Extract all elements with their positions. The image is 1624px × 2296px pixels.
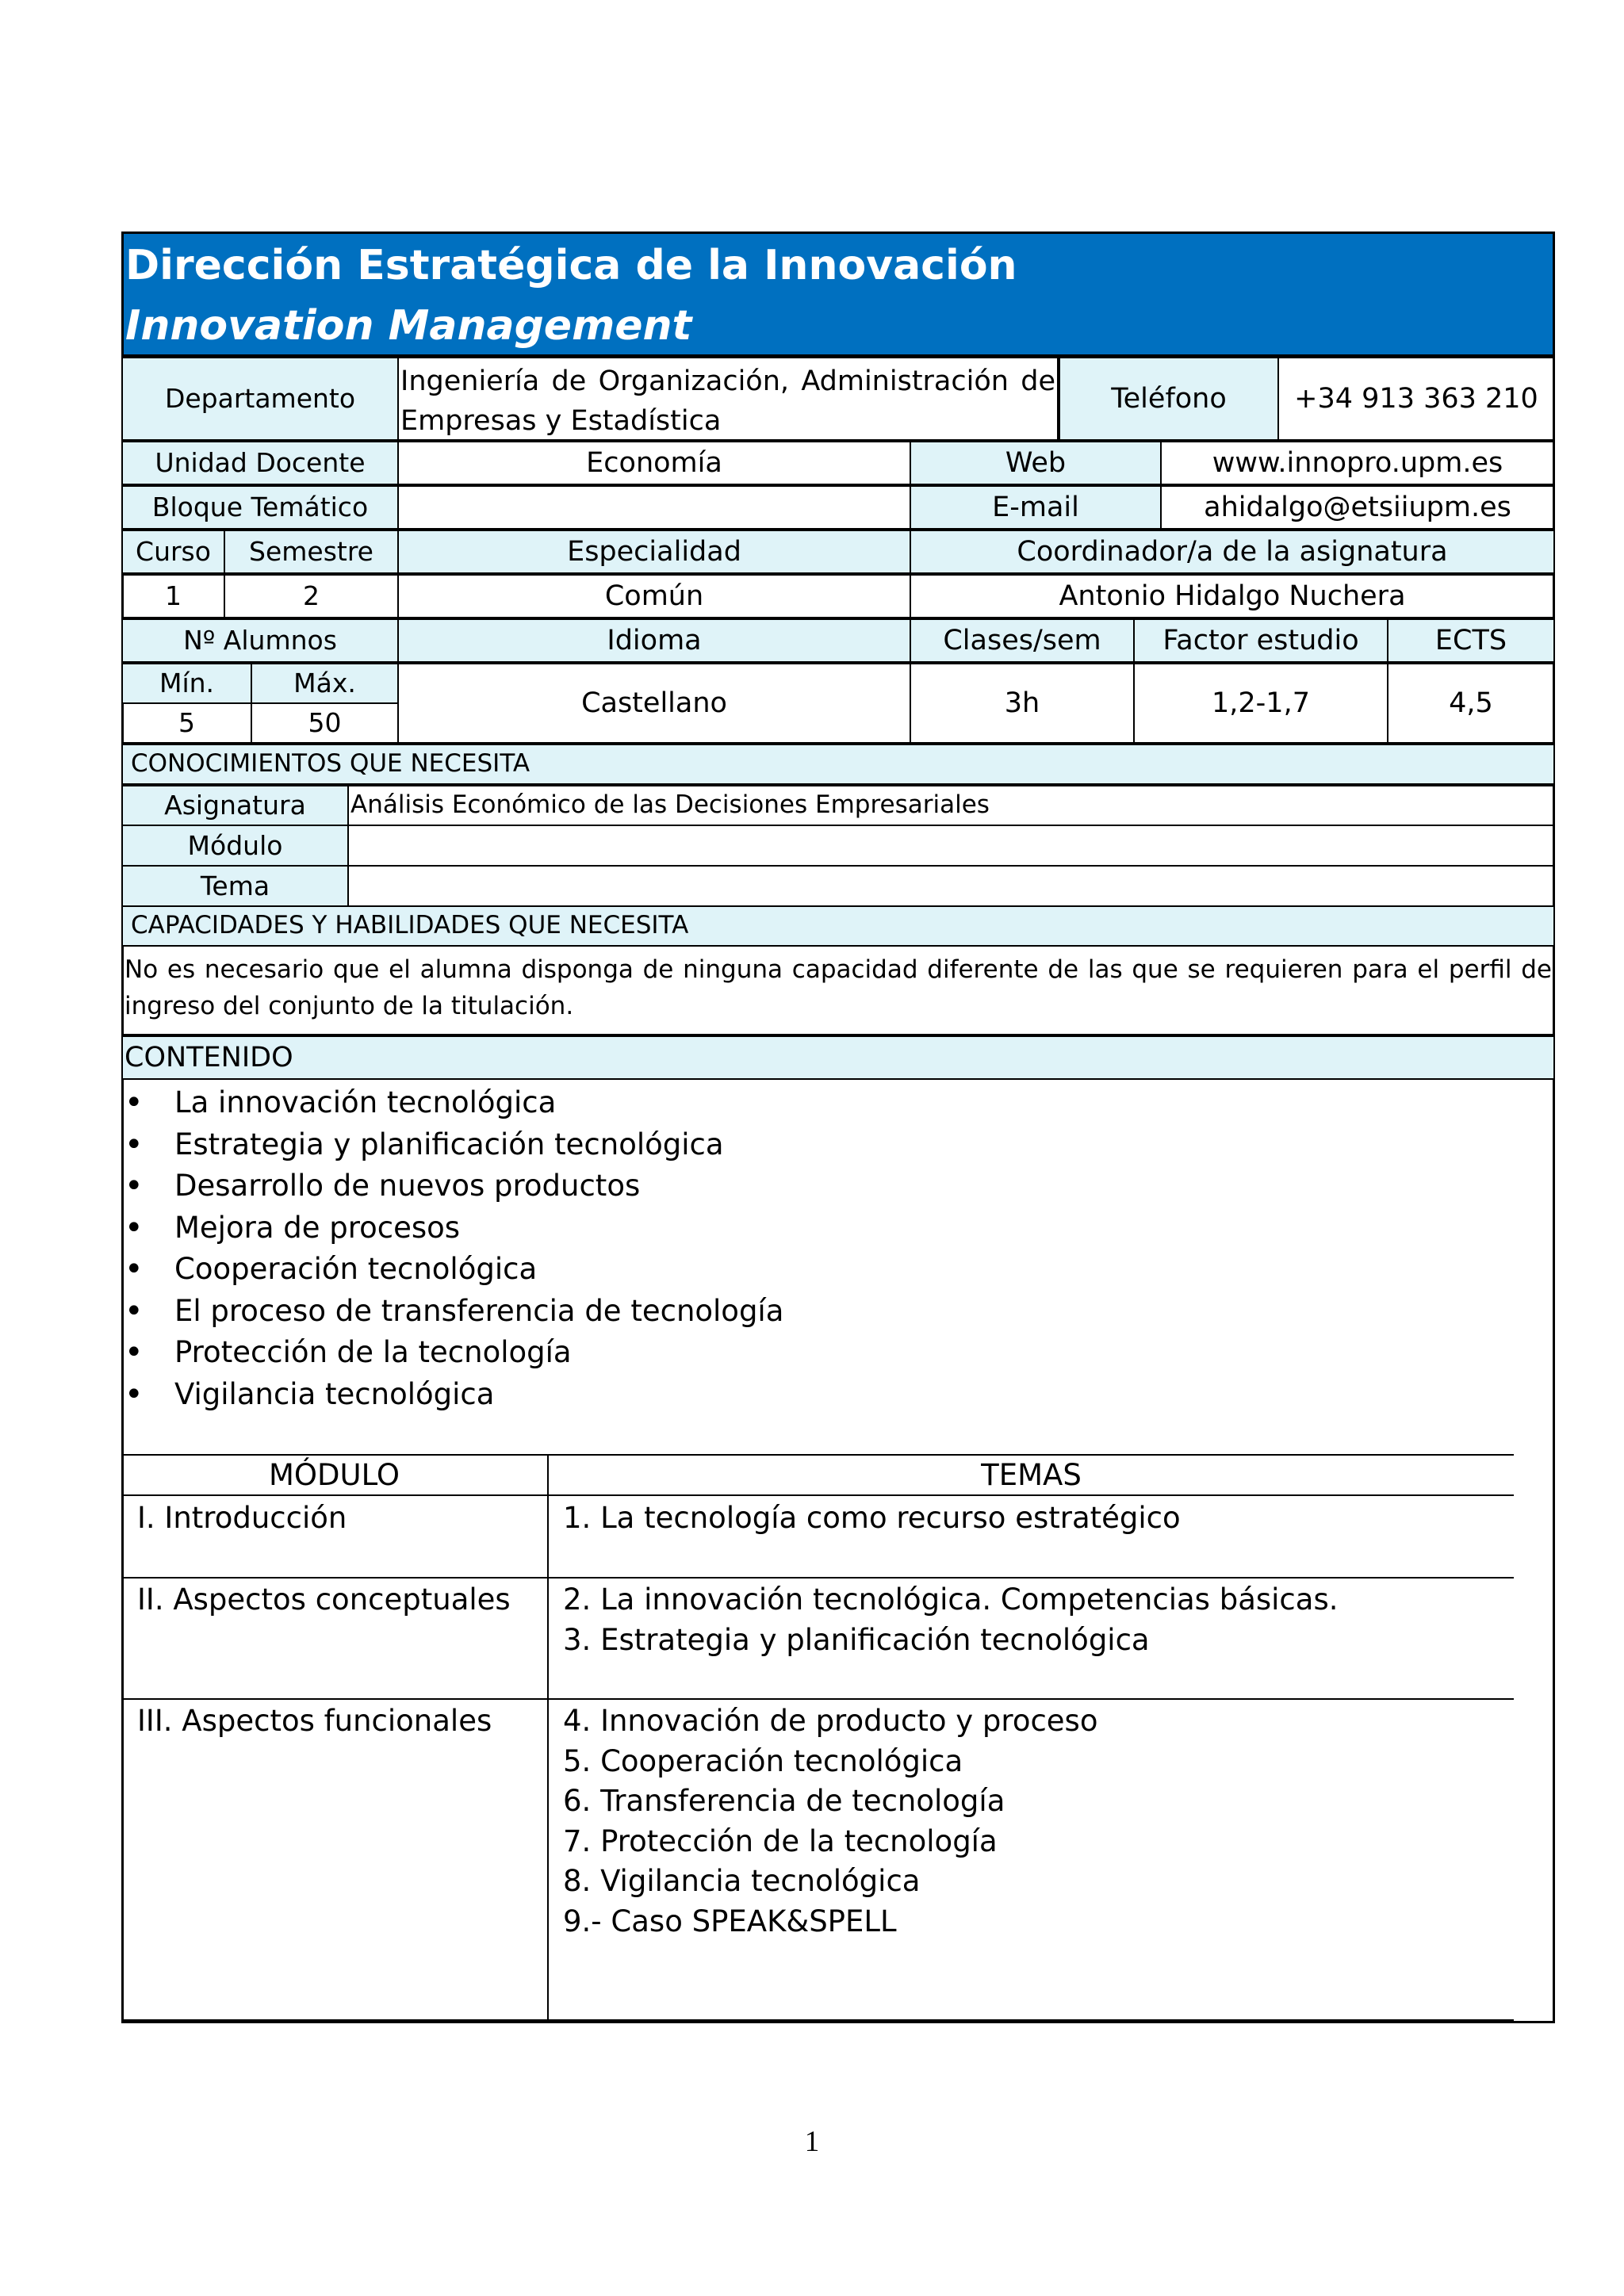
telefono-value: +34 913 363 210 <box>1277 357 1555 441</box>
modulo-row-name: I. Introducción <box>137 1501 347 1535</box>
modulos-row-line <box>121 1698 1514 1700</box>
departamento-value: Ingeniería de Organización, Administración de Empresas y Estadística <box>397 357 1059 441</box>
email-label: E-mail <box>910 485 1162 530</box>
clases-value: 3h <box>910 663 1135 744</box>
max-value: 50 <box>251 702 399 744</box>
ects-value: 4,5 <box>1387 663 1555 744</box>
curso-label: Curso <box>121 530 225 574</box>
list-item: 9.- Caso SPEAK&SPELL <box>563 1904 897 1938</box>
temas-header: TEMAS <box>981 1458 1082 1492</box>
capacidades-text: No es necesario que el alumna disponga de ninguna capacidad diferente de las que se requieren para el perfil de ingreso del conjunto de la titulación. <box>121 945 1555 1035</box>
modulos-column-divider <box>547 1454 549 2021</box>
unidad-docente-value: Economía <box>397 441 911 485</box>
coordinador-label: Coordinador/a de la asignatura <box>910 530 1555 574</box>
list-item: • Cooperación tecnológica <box>124 1249 1536 1291</box>
modulo-row-name: II. Aspectos conceptuales <box>137 1582 511 1617</box>
asignatura-label: Asignatura <box>121 785 349 826</box>
idioma-value: Castellano <box>397 663 911 744</box>
modulos-table-bottom-line <box>121 2019 1514 2021</box>
asignatura-value: Análisis Económico de las Decisiones Empresariales <box>347 785 1555 826</box>
list-item: 5. Cooperación tecnológica <box>563 1743 963 1778</box>
list-item: 2. La innovación tecnológica. Competencias básicas. <box>563 1582 1339 1617</box>
conocimientos-heading: CONOCIMIENTOS QUE NECESITA <box>121 744 1555 785</box>
semestre-value: 2 <box>224 574 399 618</box>
alumnos-label: Nº Alumnos <box>121 618 399 663</box>
factor-label: Factor estudio <box>1133 618 1388 663</box>
list-item: 6. Transferencia de tecnología <box>563 1784 1005 1818</box>
min-label: Mín. <box>121 663 252 704</box>
especialidad-label: Especialidad <box>397 530 911 574</box>
list-item: • Desarrollo de nuevos productos <box>124 1165 1536 1207</box>
contenido-heading: CONTENIDO <box>121 1035 1555 1080</box>
curso-value: 1 <box>121 574 225 618</box>
departamento-label: Departamento <box>121 357 399 441</box>
list-item: • Estrategia y planificación tecnológica <box>124 1124 1536 1166</box>
web-label: Web <box>910 441 1162 485</box>
capacidades-heading: CAPACIDADES Y HABILIDADES QUE NECESITA <box>121 905 1555 947</box>
telefono-label: Teléfono <box>1059 357 1279 441</box>
ects-label: ECTS <box>1387 618 1555 663</box>
list-item: 1. La tecnología como recurso estratégico <box>563 1501 1181 1535</box>
course-title-block <box>121 232 1555 357</box>
modulo-row-temas <box>563 1580 1338 1660</box>
list-item: 8. Vigilancia tecnológica <box>563 1864 921 1898</box>
course-title-en: Innovation Management <box>125 302 692 350</box>
email-value: ahidalgo@etsiiupm.es <box>1160 485 1555 530</box>
list-item: • La innovación tecnológica <box>124 1082 1536 1124</box>
bloque-tematico-value <box>397 485 911 530</box>
modulos-row-line <box>121 1577 1514 1578</box>
factor-value: 1,2-1,7 <box>1133 663 1388 744</box>
especialidad-value: Común <box>397 574 911 618</box>
modulo-row-temas <box>563 1701 1097 1942</box>
contenido-list <box>124 1082 1536 1415</box>
list-item: • El proceso de transferencia de tecnología <box>124 1291 1536 1333</box>
modulo-value <box>347 825 1555 867</box>
clases-label: Clases/sem <box>910 618 1135 663</box>
list-item: • Protección de la tecnología <box>124 1332 1536 1374</box>
list-item: • Vigilancia tecnológica <box>124 1374 1536 1416</box>
course-title-es: Dirección Estratégica de la Innovación <box>125 242 1017 289</box>
tema-label: Tema <box>121 865 349 907</box>
list-item: 7. Protección de la tecnología <box>563 1823 998 1858</box>
modulo-row-temas <box>563 1498 1181 1539</box>
list-item: 3. Estrategia y planificación tecnológica <box>563 1622 1150 1657</box>
page-number: 1 <box>804 2126 820 2158</box>
max-label: Máx. <box>251 663 399 704</box>
coordinador-value: Antonio Hidalgo Nuchera <box>910 574 1555 618</box>
idioma-label: Idioma <box>397 618 911 663</box>
modulo-row-name: III. Aspectos funcionales <box>137 1704 492 1738</box>
unidad-docente-label: Unidad Docente <box>121 441 399 485</box>
semestre-label: Semestre <box>224 530 399 574</box>
list-item: 4. Innovación de producto y proceso <box>563 1704 1098 1738</box>
modulo-header: MÓDULO <box>268 1458 400 1492</box>
min-value: 5 <box>121 702 252 744</box>
list-item: • Mejora de procesos <box>124 1207 1536 1249</box>
modulo-label: Módulo <box>121 825 349 867</box>
bloque-tematico-label: Bloque Temático <box>121 485 399 530</box>
tema-value <box>347 865 1555 907</box>
web-value: www.innopro.upm.es <box>1160 441 1555 485</box>
